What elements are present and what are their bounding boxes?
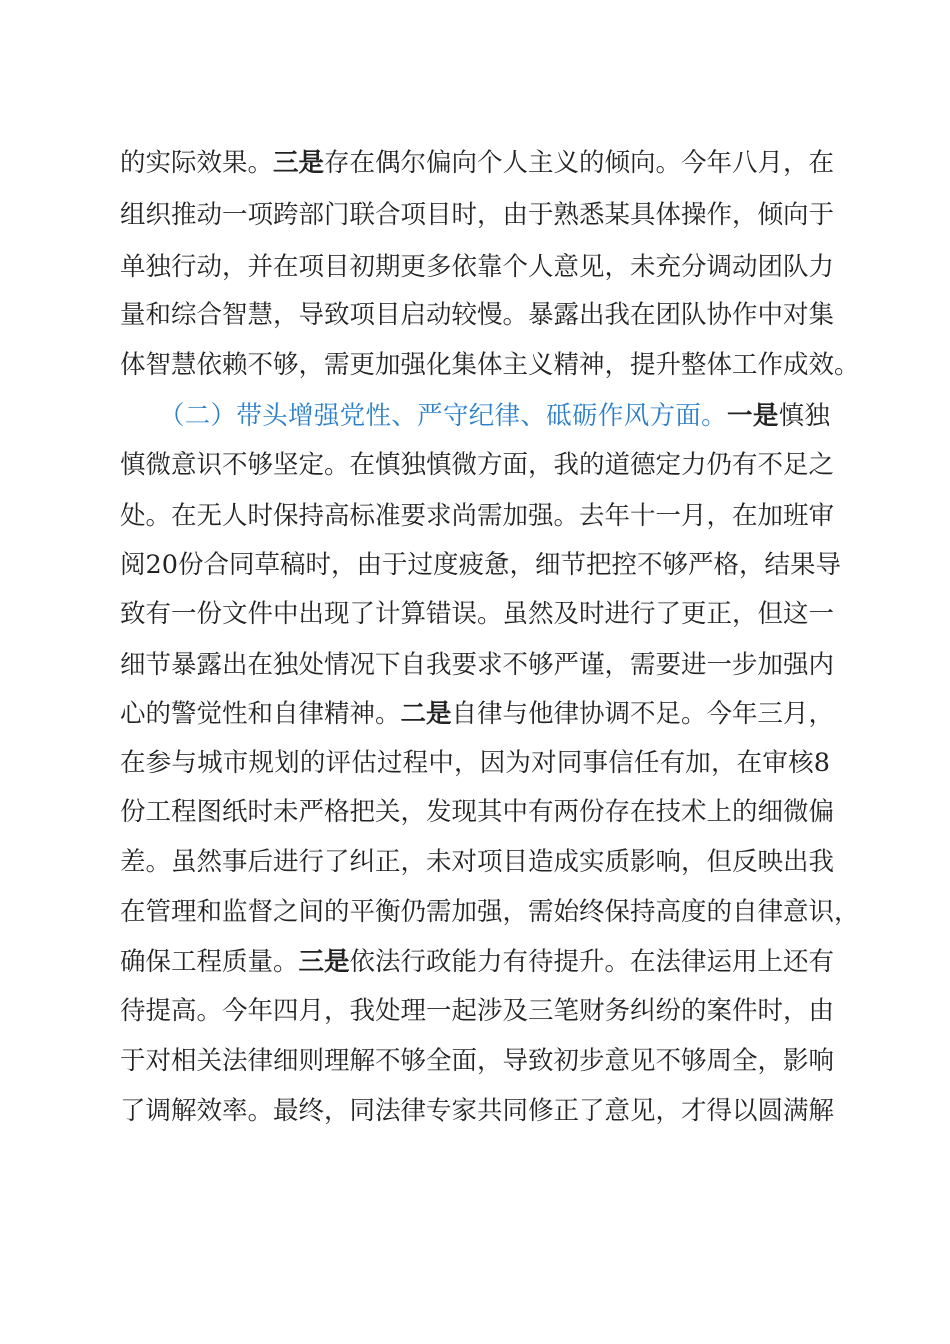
keyword: 一是: [727, 401, 779, 431]
keyword: 二是: [400, 699, 452, 729]
text-line: 于对相关法律细则理解不够全面，导致初步意见不够周全，影响: [120, 1046, 835, 1076]
text-line: 确保工程质量。三是依法行政能力有待提升。在法律运用上还有: [120, 947, 835, 977]
text-line: 单独行动，并在项目初期更多依靠个人意见，未充分调动团队力: [120, 252, 835, 282]
section-heading-line: （二）带头增强党性、严守纪律、砥砺作风方面。一是慎独: [120, 401, 830, 431]
keyword: 三是: [298, 947, 350, 977]
text-line: 在参与城市规划的评估过程中，因为对同事信任有加，在审核8: [120, 748, 830, 778]
text-line: 了调解效率。最终，同法律专家共同修正了意见，才得以圆满解: [120, 1096, 835, 1126]
keyword: 三是: [273, 148, 325, 178]
text-line: 份工程图纸时未严格把关，发现其中有两份存在技术上的细微偏: [120, 797, 835, 827]
text-line: 量和综合智慧，导致项目启动较慢。暴露出我在团队协作中对集: [120, 300, 835, 330]
text-line: 心的警觉性和自律精神。二是自律与他律协调不足。今年三月，: [120, 699, 835, 729]
section-heading: （二）带头增强党性、严守纪律、砥砺作风方面。: [120, 401, 727, 431]
text-line: 慎微意识不够坚定。在慎独慎微方面，我的道德定力仍有不足之: [120, 450, 835, 480]
text-line: 待提高。今年四月，我处理一起涉及三笔财务纠纷的案件时，由: [120, 996, 835, 1026]
text-line: 在管理和监督之间的平衡仍需加强，需始终保持高度的自律意识，: [120, 897, 860, 927]
text-line: 阅20份合同草稿时，由于过度疲惫，细节把控不够严格，结果导: [120, 550, 841, 580]
text-line: 细节暴露出在独处情况下自我要求不够严谨，需要进一步加强内: [120, 650, 835, 680]
text-line: 组织推动一项跨部门联合项目时，由于熟悉某具体操作，倾向于: [120, 200, 835, 230]
text-line: 的实际效果。三是存在偶尔偏向个人主义的倾向。今年八月，在: [120, 148, 835, 178]
text-line: 致有一份文件中出现了计算错误。虽然及时进行了更正，但这一: [120, 599, 835, 629]
text-line: 差。虽然事后进行了纠正，未对项目造成实质影响，但反映出我: [120, 847, 835, 877]
text-line: 处。在无人时保持高标准要求尚需加强。去年十一月，在加班审: [120, 501, 835, 531]
text-line: 体智慧依赖不够，需更加强化集体主义精神，提升整体工作成效。: [120, 350, 860, 380]
